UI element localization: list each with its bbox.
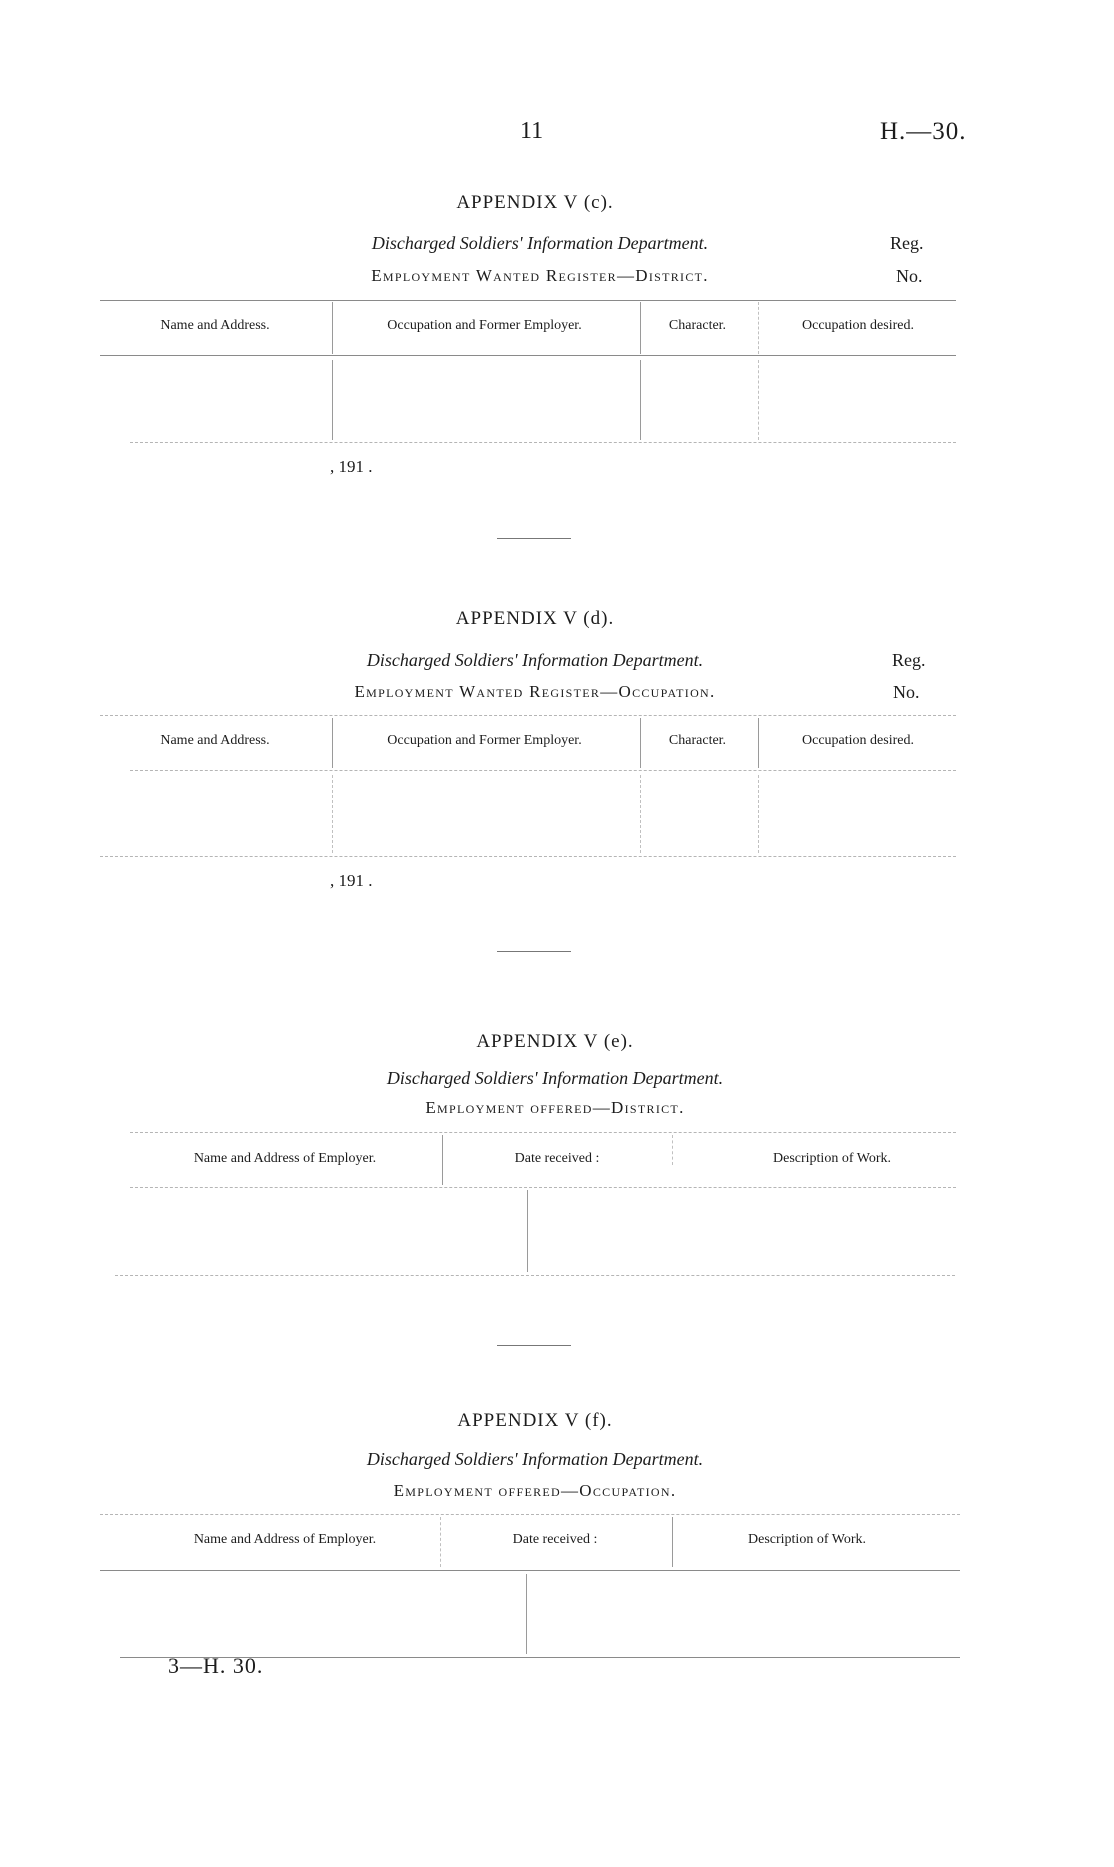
column-divider [640,302,641,354]
column-divider [442,1135,443,1185]
department-name: Discharged Soldiers' Information Department. [366,650,704,670]
header-bottom-rule [100,1570,960,1571]
table-top-rule [100,715,956,716]
department-name: Discharged Soldiers' Information Department. [386,1068,724,1088]
no-label: No. [893,682,920,702]
column-divider [332,360,333,440]
department-name: Discharged Soldiers' Information Department. [371,233,709,253]
appendix-title: APPENDIX V (f). [457,1410,613,1431]
column-divider [640,360,641,440]
column-header: Description of Work. [773,1151,891,1166]
column-divider [526,1574,527,1654]
section-separator [497,538,571,539]
column-divider [758,718,759,768]
column-header: Occupation and Former Employer. [387,318,582,333]
column-header: Occupation desired. [802,318,914,333]
column-header: Occupation and Former Employer. [387,733,582,748]
column-divider [758,302,759,354]
date-line: , 191 . [330,457,373,476]
document-reference: H.—30. [880,118,967,145]
no-label: No. [896,266,923,286]
column-divider [332,775,333,853]
column-divider [332,718,333,768]
header-bottom-rule [130,770,956,771]
column-divider [332,302,333,354]
appendix-title: APPENDIX V (d). [455,608,615,629]
column-divider [672,1135,673,1165]
reg-label: Reg. [890,233,924,253]
column-header: Date received : [514,1151,600,1166]
column-header: Name and Address. [160,733,270,748]
column-header: Character. [668,318,727,333]
signature-mark: 3—H. 30. [168,1653,264,1678]
page-number: 11 [520,118,544,144]
column-divider [758,775,759,853]
reg-label: Reg. [892,650,926,670]
column-header: Name and Address of Employer. [193,1151,377,1166]
column-header: Name and Address. [160,318,270,333]
section-separator [497,951,571,952]
column-divider [640,775,641,853]
column-divider [440,1517,441,1567]
appendix-title: APPENDIX V (c). [456,192,614,213]
column-divider [527,1190,528,1272]
column-divider [640,718,641,768]
column-header: Date received : [512,1532,598,1547]
register-name: Employment Wanted Register—District. [371,266,709,285]
table-top-rule [130,1132,956,1133]
column-divider [672,1517,673,1567]
table-bottom-rule [115,1275,955,1276]
column-divider [758,360,759,440]
table-top-rule [100,1514,960,1515]
section-separator [497,1345,571,1346]
column-header: Name and Address of Employer. [193,1532,377,1547]
column-header: Character. [668,733,727,748]
table-bottom-rule [130,442,956,443]
table-bottom-rule [100,856,956,857]
date-line: , 191 . [330,871,373,890]
header-bottom-rule [100,355,956,356]
register-name: Employment Wanted Register—Occupation. [354,682,716,701]
register-name: Employment offered—Occupation. [393,1481,677,1500]
header-bottom-rule [130,1187,956,1188]
register-name: Employment offered—District. [425,1098,685,1117]
column-header: Occupation desired. [802,733,914,748]
table-top-rule [100,300,956,301]
appendix-title: APPENDIX V (e). [476,1031,634,1052]
column-header: Description of Work. [748,1532,866,1547]
department-name: Discharged Soldiers' Information Department. [366,1449,704,1469]
